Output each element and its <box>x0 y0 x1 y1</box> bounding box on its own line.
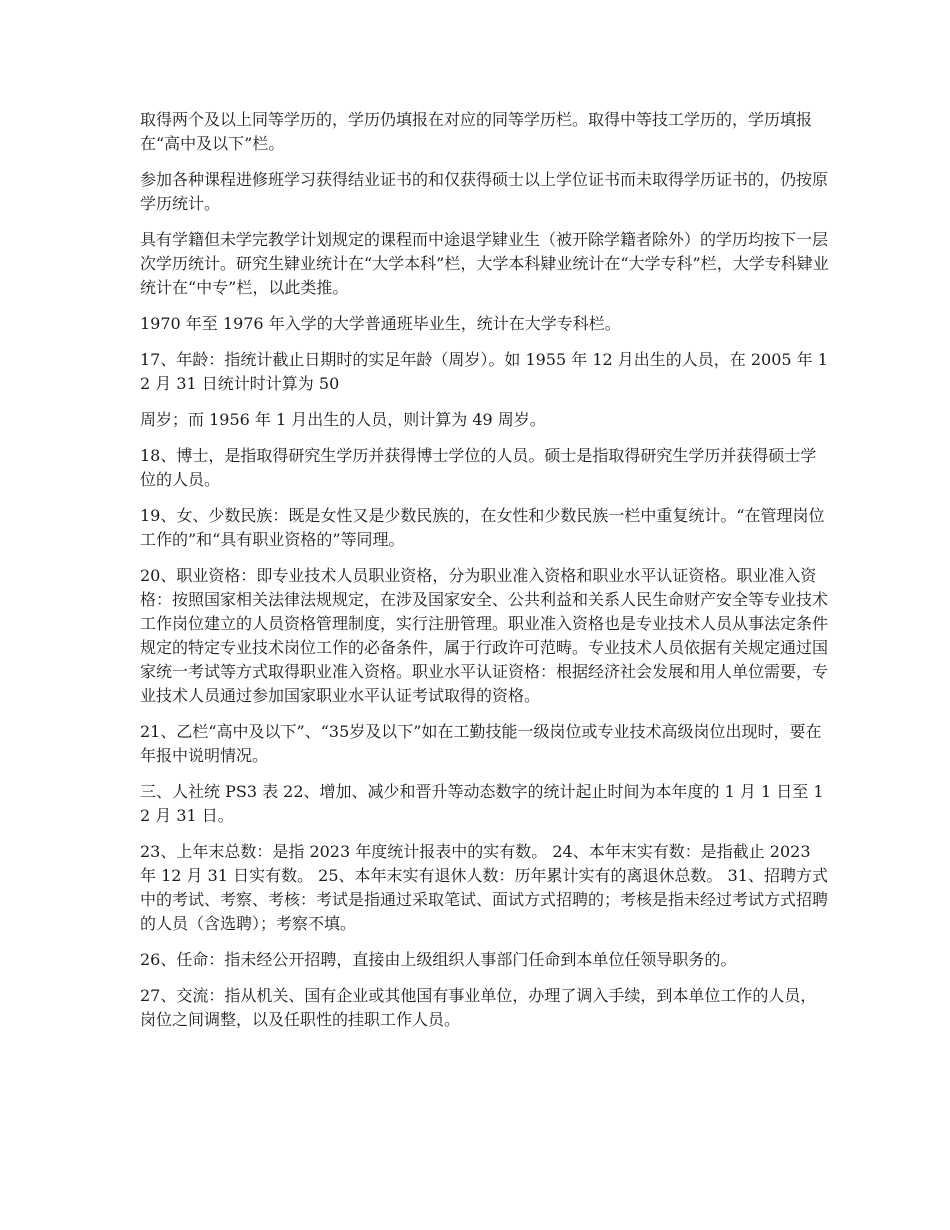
paragraph-professional-qualification: 20、职业资格：即专业技术人员职业资格，分为职业准入资格和职业水平认证资格。职业准入资格：按照国家相关法律法规规定，在涉及国家安全、公共利益和关系人民生命财产安全等专业技术工作岗位建立的人员资格管理制度，实行注册管理。职业准入资格也是专业技术人员从事法定条件规定的特定专业技术岗位工作的必备条件，属于行政许可范畴。专业技术人员依据有关规定通过国家统一考试等方式取得职业准入资格。职业水平认证资格：根据经济社会发展和用人单位需要，专业技术人员通过参加国家职业水平认证考试取得的资格。 <box>140 566 829 705</box>
paragraph-exchange: 27、交流：指从机关、国有企业或其他国有事业单位，办理了调入手续，到本单位工作的人员，岗位之间调整，以及任职性的挂职工作人员。 <box>140 986 817 1029</box>
paragraph-1970-graduates: 1970 年至 1976 年入学的大学普通班毕业生，统计在大学专科栏。 <box>140 314 621 333</box>
paragraph-course-certificates: 参加各种课程进修班学习获得结业证书的和仅获得硕士以上学位证书而未取得学历证书的，仍按原学历统计。 <box>140 170 829 213</box>
paragraph-women-minorities: 19、女、少数民族：既是女性又是少数民族的，在女性和少数民族一栏中重复统计。“在管理岗位工作的”和“具有职业资格的”等同理。 <box>140 506 825 549</box>
paragraph-ps3-table: 三、人社统 PS3 表 22、增加、减少和晋升等动态数字的统计起止时间为本年度的 1 月 1 日至 12 月 31 日。 <box>140 782 824 825</box>
paragraph-equivalent-degrees: 取得两个及以上同等学历的，学历仍填报在对应的同等学历栏。取得中等技工学历的，学历填报在“高中及以下”栏。 <box>140 110 813 153</box>
paragraph-age-definition: 17、年龄：指统计截止日期时的实足年龄（周岁）。如 1955 年 12 月出生的人员，在 2005 年 12 月 31 日统计时计算为 50 <box>140 350 828 393</box>
paragraph-dropout-students: 具有学籍但未学完教学计划规定的课程而中途退学肄业生（被开除学籍者除外）的学历均按下一层次学历统计。研究生肄业统计在“大学本科”栏，大学本科肄业统计在“大学专科”栏，大学专科肄业统计在“中专”栏，以此类推。 <box>140 230 829 297</box>
paragraph-appointment: 26、任命：指未经公开招聘，直接由上级组织人事部门任命到本单位任领导职务的。 <box>140 950 737 969</box>
paragraph-column-b-notes: 21、乙栏“高中及以下”、“35岁及以下”如在工勤技能一级岗位或专业技术高级岗位出现时，要在年报中说明情况。 <box>140 722 822 765</box>
paragraph-doctor-master: 18、博士，是指取得研究生学历并获得博士学位的人员。硕士是指取得研究生学历并获得硕士学位的人员。 <box>140 446 817 489</box>
paragraph-age-example: 周岁；而 1956 年 1 月出生的人员，则计算为 49 周岁。 <box>140 410 546 429</box>
paragraph-totals-and-recruitment: 23、上年末总数：是指 2023 年度统计报表中的实有数。 24、本年末实有数：是指截止 2023 年 12 月 31 日实有数。 25、本年末实有退休人数：历年累计实有的离退休总数。 31、招聘方式中的考试、考察、考核：考试是指通过采取笔试、面试方式招聘的；考核是指未经过考试方式招聘的人员（含选聘）；考察不填。 <box>140 842 829 933</box>
